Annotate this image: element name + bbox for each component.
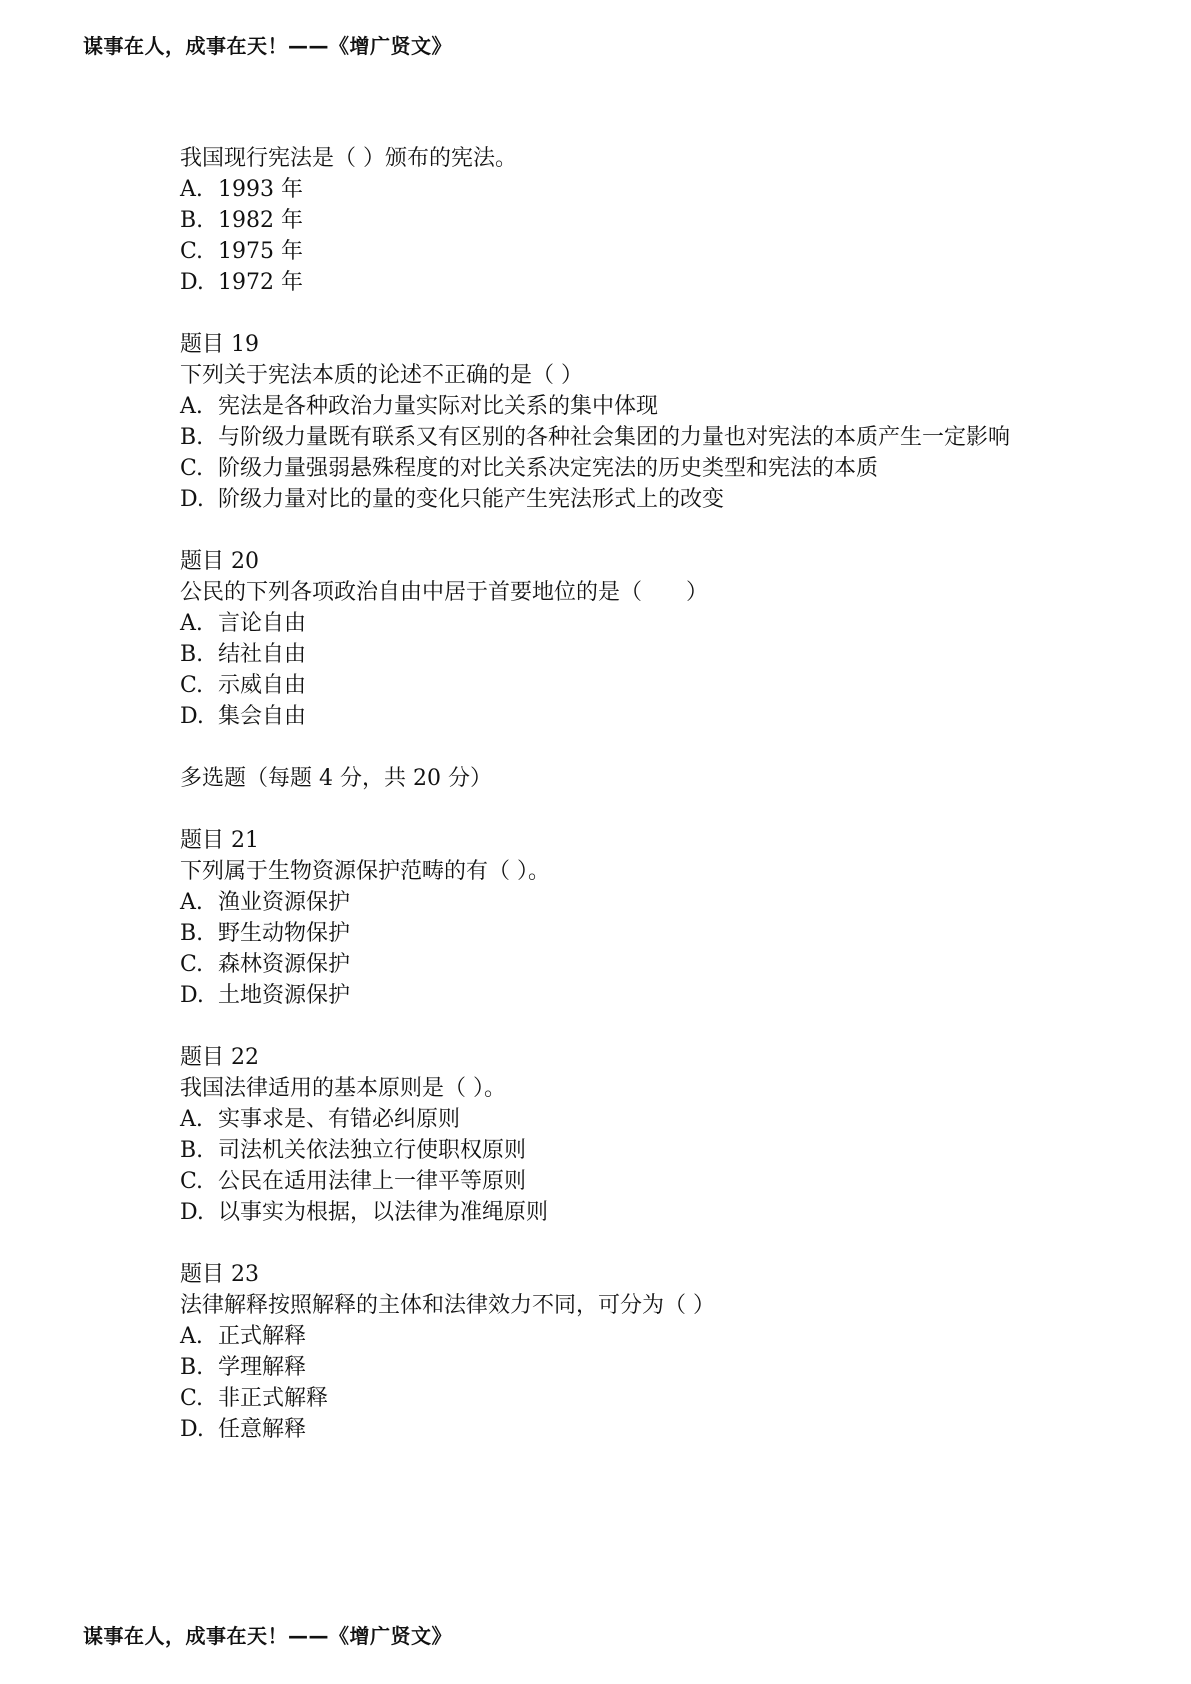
option-letter: D. <box>180 1200 204 1225</box>
option-letter: B. <box>180 1138 204 1163</box>
option-text: 阶级力量对比的量的变化只能产生宪法形式上的改变 <box>218 487 725 512</box>
option-d <box>180 1414 1080 1445</box>
option-letter: C. <box>180 952 204 977</box>
option-letter: D. <box>180 1417 204 1442</box>
option-b <box>180 918 1080 949</box>
option-text: 实事求是、有错必纠原则 <box>218 1107 461 1132</box>
option-b <box>180 422 1025 453</box>
question-18 <box>180 143 1080 298</box>
option-text: 以事实为根据，以法律为准绳原则 <box>218 1200 549 1225</box>
option-text: 土地资源保护 <box>218 983 351 1008</box>
option-text: 宪法是各种政治力量实际对比关系的集中体现 <box>218 394 659 419</box>
option-text: 野生动物保护 <box>218 921 351 946</box>
question-title: 题目 21 <box>180 828 259 853</box>
option-letter: A. <box>180 1107 203 1132</box>
option-b <box>180 639 1080 670</box>
option-letter: C. <box>180 456 204 481</box>
option-text: 集会自由 <box>218 704 307 729</box>
option-text: 1975 年 <box>218 239 303 264</box>
option-text: 阶级力量强弱悬殊程度的对比关系决定宪法的历史类型和宪法的本质 <box>218 456 879 481</box>
option-b <box>180 1135 1080 1166</box>
option-text: 1982 年 <box>218 208 303 233</box>
option-letter: A. <box>180 177 203 202</box>
option-text: 任意解释 <box>218 1417 307 1442</box>
option-d <box>180 980 1080 1011</box>
option-letter: C. <box>180 1169 204 1194</box>
option-d <box>180 1197 1080 1228</box>
question-stem: 我国法律适用的基本原则是（ ）。 <box>180 1076 506 1101</box>
question-21 <box>180 825 1080 1011</box>
option-d <box>180 701 1080 732</box>
question-stem: 法律解释按照解释的主体和法律效力不同，可分为（ ） <box>180 1293 715 1318</box>
page-header: 谋事在人，成事在天！——《增广贤文》 <box>83 34 452 58</box>
option-c <box>180 670 1080 701</box>
question-title: 题目 20 <box>180 549 259 574</box>
option-letter: A. <box>180 1324 203 1349</box>
option-letter: D. <box>180 487 204 512</box>
question-stem: 下列关于宪法本质的论述不正确的是（ ） <box>180 363 583 388</box>
option-text: 正式解释 <box>218 1324 307 1349</box>
question-title: 题目 22 <box>180 1045 259 1070</box>
option-c <box>180 949 1080 980</box>
option-a <box>180 391 1080 422</box>
option-text: 公民在适用法律上一律平等原则 <box>218 1169 527 1194</box>
option-text: 结社自由 <box>218 642 307 667</box>
option-d <box>180 484 1080 515</box>
option-letter: A. <box>180 611 203 636</box>
option-a <box>180 174 1080 205</box>
option-text: 言论自由 <box>218 611 307 636</box>
question-22 <box>180 1042 1080 1228</box>
option-a <box>180 1104 1080 1135</box>
option-text: 示威自由 <box>218 673 307 698</box>
option-c <box>180 1383 1080 1414</box>
option-letter: C. <box>180 673 204 698</box>
option-text: 渔业资源保护 <box>218 890 351 915</box>
option-text: 1972 年 <box>218 270 303 295</box>
option-text: 森林资源保护 <box>218 952 351 977</box>
option-text: 学理解释 <box>218 1355 307 1380</box>
question-title: 题目 19 <box>180 332 259 357</box>
question-19 <box>180 329 1080 515</box>
option-letter: B. <box>180 642 204 667</box>
option-c <box>180 236 1080 267</box>
question-stem: 我国现行宪法是（ ）颁布的宪法。 <box>180 146 517 171</box>
option-letter: C. <box>180 1386 204 1411</box>
option-a <box>180 887 1080 918</box>
option-text: 非正式解释 <box>218 1386 329 1411</box>
option-letter: B. <box>180 1355 204 1380</box>
option-text: 1993 年 <box>218 177 303 202</box>
question-23 <box>180 1259 1080 1445</box>
question-stem: 公民的下列各项政治自由中居于首要地位的是（ ） <box>180 580 709 605</box>
option-letter: A. <box>180 394 203 419</box>
option-letter: D. <box>180 704 204 729</box>
question-stem: 下列属于生物资源保护范畴的有（ ）。 <box>180 859 550 884</box>
option-letter: D. <box>180 270 204 295</box>
option-text: 与阶级力量既有联系又有区别的各种社会集团的力量也对宪法的本质产生一定影响 <box>218 425 1011 450</box>
question-20 <box>180 546 1080 732</box>
document-body <box>180 143 1080 1476</box>
option-d <box>180 267 1080 298</box>
question-title: 题目 23 <box>180 1262 259 1287</box>
option-letter: A. <box>180 890 203 915</box>
option-letter: D. <box>180 983 204 1008</box>
page-footer: 谋事在人，成事在天！——《增广贤文》 <box>83 1624 452 1648</box>
option-b <box>180 1352 1080 1383</box>
option-b <box>180 205 1080 236</box>
option-letter: B. <box>180 208 204 233</box>
option-text: 司法机关依法独立行使职权原则 <box>218 1138 527 1163</box>
option-letter: B. <box>180 921 204 946</box>
option-c <box>180 453 1080 484</box>
option-c <box>180 1166 1080 1197</box>
option-letter: B. <box>180 425 204 450</box>
option-a <box>180 608 1080 639</box>
section-multi-choice <box>180 763 1080 794</box>
option-letter: C. <box>180 239 204 264</box>
section-title: 多选题（每题 4 分，共 20 分） <box>180 766 492 791</box>
option-a <box>180 1321 1080 1352</box>
